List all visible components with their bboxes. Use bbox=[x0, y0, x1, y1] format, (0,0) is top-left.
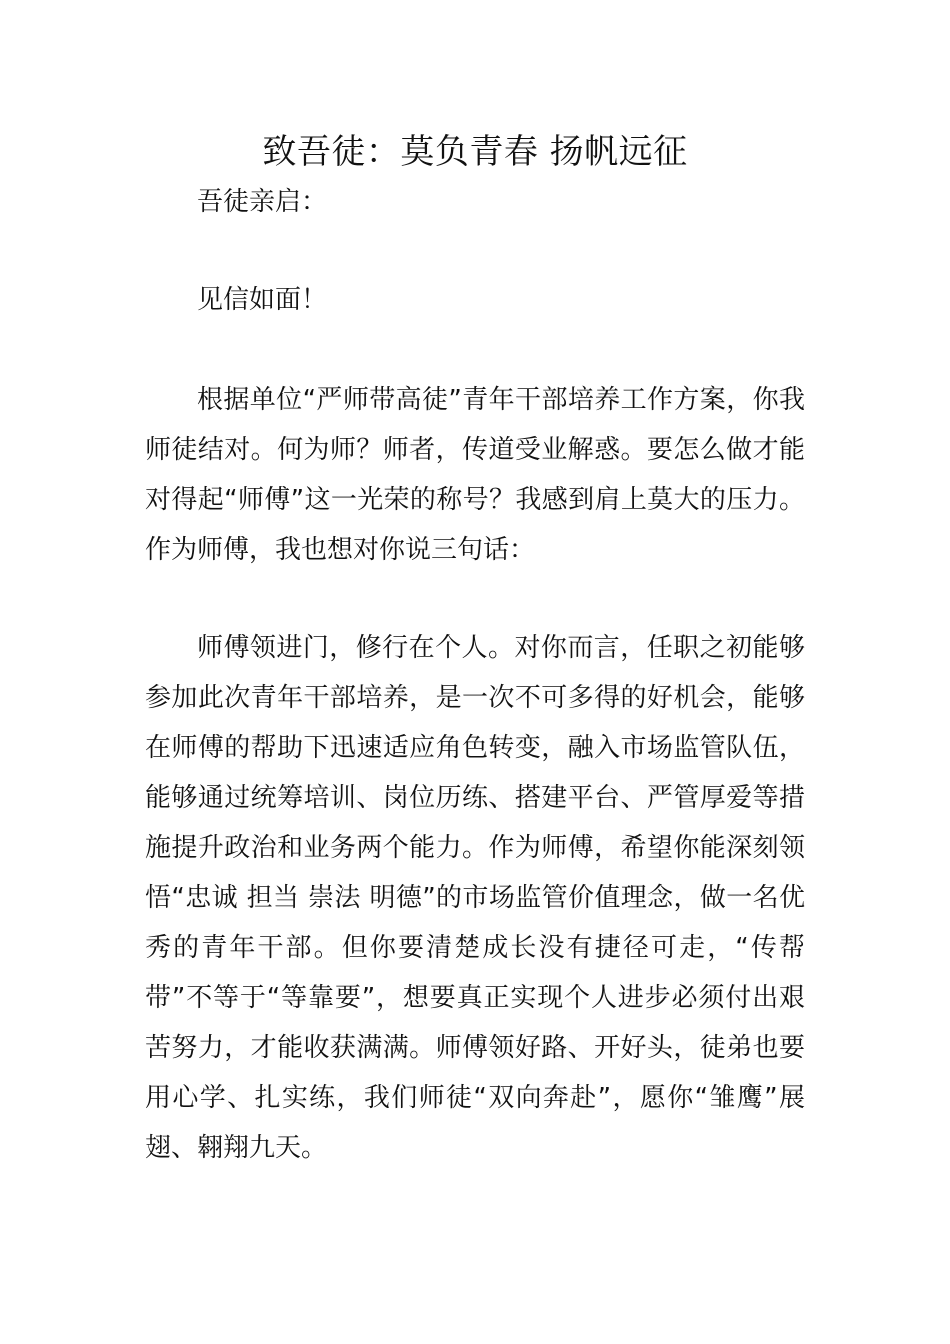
document-title: 致吾徒：莫负青春 扬帆远征 bbox=[262, 132, 688, 172]
greeting: 见信如面！ bbox=[197, 285, 328, 315]
body-paragraph: 根据单位“严师带高徒”青年干部培养工作方案，你我师徒结对。何为师？师者，传道受业解惑。要怎么做才能对得起“师傅”这一光荣的称号？我感到肩上莫大的压力。作为师傅，我也想对你说三句话： bbox=[145, 385, 805, 565]
body-paragraph: 师傅领进门，修行在个人。对你而言，任职之初能够参加此次青年干部培养，是一次不可多得的好机会，能够在师傅的帮助下迅速适应角色转变，融入市场监管队伍，能够通过统筹培训、岗位历练、搭建平台、严管厚爱等措施提升政治和业务两个能力。作为师傅，希望你能深刻领悟“忠诚 担当 崇法 明德”的市场监管价值理念，做一名优秀的青年干部。但你要清楚成长没有捷径可走，“传帮带”不等于“等靠要”，想要真正实现个人进步必须付出艰苦努力，才能收获满满。师傅领好路、开好头，徒弟也要用心学、扎实练，我们师徒“双向奔赴”，愿你“雏鹰”展翅、翱翔九天。 bbox=[145, 633, 805, 1163]
salutation: 吾徒亲启： bbox=[197, 187, 328, 217]
